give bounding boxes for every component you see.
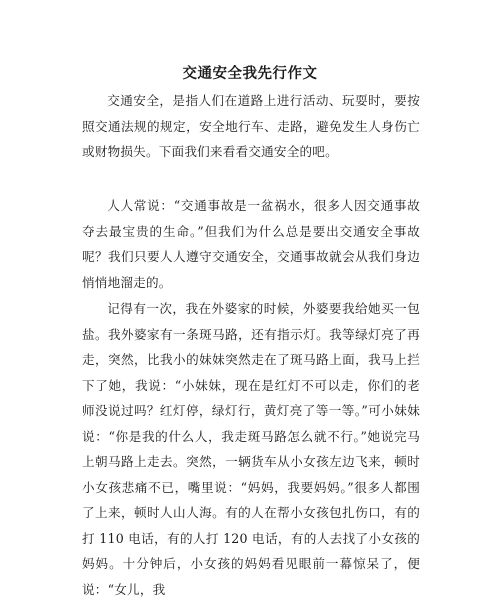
paragraph-saying: 人人常说：“交通事故是一盆祸水，很多人因交通事故夺去最宝贵的生命。”但我们为什么总是要出交通安全事故呢？我们只要人人遵守交通安全，交通事故就会从我们身边悄悄地溜走的。 <box>82 198 420 290</box>
paragraph-story: 记得有一次，我在外婆家的时候，外婆要我给她买一包盐。我外婆家有一条斑马路，还有指示灯。我等绿灯亮了再走，突然，比我小的妹妹突然走在了斑马路上面，我马上拦下了她，我说：“小妹妹，现在是红灯不可以走，你们的老师没说过吗？红灯停，绿灯行，黄灯亮了等一等。”可小妹妹说：“你是我的什么人，我走斑马路怎么就不行。”她说完马上朝马路上走去。突然，一辆货车从小女孩左边飞来，顿时小女孩悲痛不已，嘴里说：“妈妈，我要妈妈。”很多人都围了上来，顿时人山人海。有的人在帮小女孩包扎伤口，有的打 110 电话，有的人打 120 电话，有的人去找了小女孩的妈妈。十分钟后，小女孩的妈妈看见眼前一幕惊呆了，便说：“女儿，我 <box>82 301 420 597</box>
document-title: 交通安全我先行作文 <box>182 65 318 82</box>
paragraph-intro: 交通安全，是指人们在道路上进行活动、玩耍时，要按照交通法规的规定，安全地行车、走路，避免发生人身伤亡或财物损失。下面我们来看看交通安全的吧。 <box>82 93 420 159</box>
